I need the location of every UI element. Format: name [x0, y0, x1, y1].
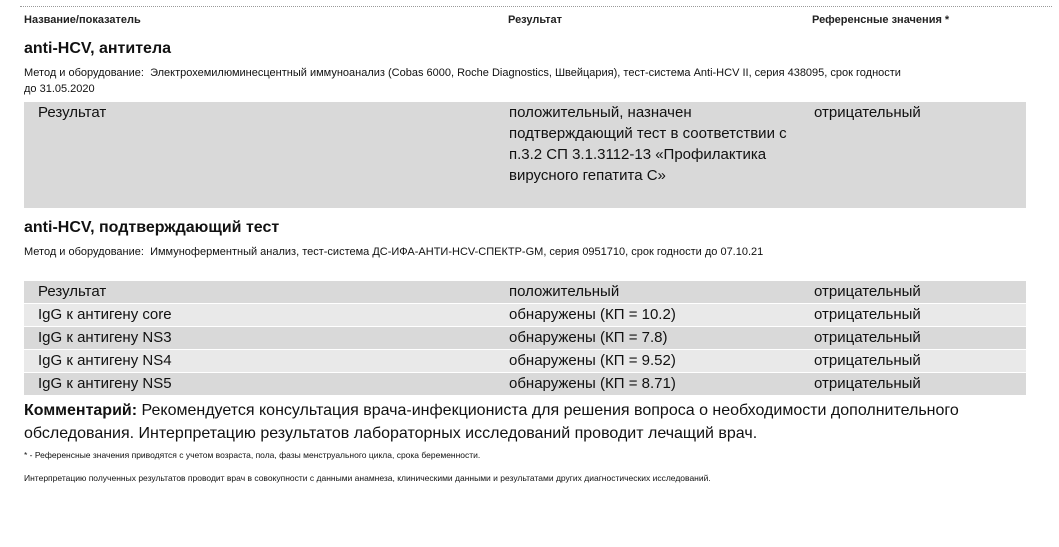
method-label: Метод и оборудование:	[24, 246, 144, 258]
interpretation-footnote: Интерпретацию полученных результатов проводит врач в совокупности с данными анамнеза, клиническими данными и результатами других диагностических исследований.	[24, 473, 711, 483]
comment-text: Рекомендуется консультация врача-инфекциониста для решения вопроса о необходимости дополнительного обследования. Интерпретацию результатов лабораторных исследований проводит лечащий врач.	[24, 402, 959, 442]
row-result: положительный	[509, 283, 620, 300]
row-reference: отрицательный	[814, 306, 921, 323]
row-reference: отрицательный	[814, 375, 921, 392]
row-name: Результат	[38, 104, 107, 121]
row-result: положительный, назначен подтверждающий тест в соответствии с п.3.2 СП 3.1.3112-13 «Профилактика вирусного гепатита С»	[509, 104, 787, 184]
comment-label: Комментарий:	[24, 402, 138, 419]
row-result: обнаружены (КП = 7.8)	[509, 329, 668, 346]
row-name: IgG к антигену NS4	[38, 352, 172, 369]
row-result: обнаружены (КП = 8.71)	[509, 375, 676, 392]
method-description-anti-hcv	[24, 65, 904, 97]
row-reference: отрицательный	[814, 329, 921, 346]
top-dotted-divider	[20, 6, 1052, 7]
method-text: Электрохемилюминесцентный иммуноанализ (Cobas 6000, Roche Diagnostics, Швейцария), тест-система Anti-HCV II, серия 438095, срок годности до 31.05.2020	[24, 67, 901, 95]
section-title-anti-hcv-confirmatory: anti-HCV, подтверждающий тест	[24, 219, 280, 236]
reference-footnote: * - Референсные значения приводятся с учетом возраста, пола, фазы менструального цикла, срока беременности.	[24, 450, 481, 460]
column-header-reference: Референсные значения *	[812, 14, 950, 26]
method-label: Метод и оборудование:	[24, 67, 144, 79]
table-row	[24, 373, 1026, 395]
method-text: Иммуноферментный анализ, тест-система ДС-ИФА-АНТИ-HCV-СПЕКТР-GM, серия 0951710, срок годности до 07.10.21	[150, 246, 764, 258]
row-result: обнаружены (КП = 9.52)	[509, 352, 676, 369]
comment-block	[24, 399, 1034, 445]
row-reference: отрицательный	[814, 352, 921, 369]
row-reference: отрицательный	[814, 283, 921, 300]
column-header-name: Название/показатель	[24, 14, 141, 26]
table-row	[24, 350, 1026, 372]
row-name: IgG к антигену NS3	[38, 329, 172, 346]
table-row	[24, 102, 1026, 208]
method-description-confirmatory	[24, 244, 904, 260]
row-result: обнаружены (КП = 10.2)	[509, 306, 676, 323]
table-row	[24, 304, 1026, 326]
section-title-anti-hcv: anti-HCV, антитела	[24, 40, 172, 57]
row-name: IgG к антигену core	[38, 306, 172, 323]
row-name: IgG к антигену NS5	[38, 375, 172, 392]
table-row	[24, 327, 1026, 349]
column-header-result: Результат	[508, 14, 563, 26]
row-reference: отрицательный	[814, 104, 921, 121]
row-name: Результат	[38, 283, 107, 300]
table-row	[24, 281, 1026, 303]
